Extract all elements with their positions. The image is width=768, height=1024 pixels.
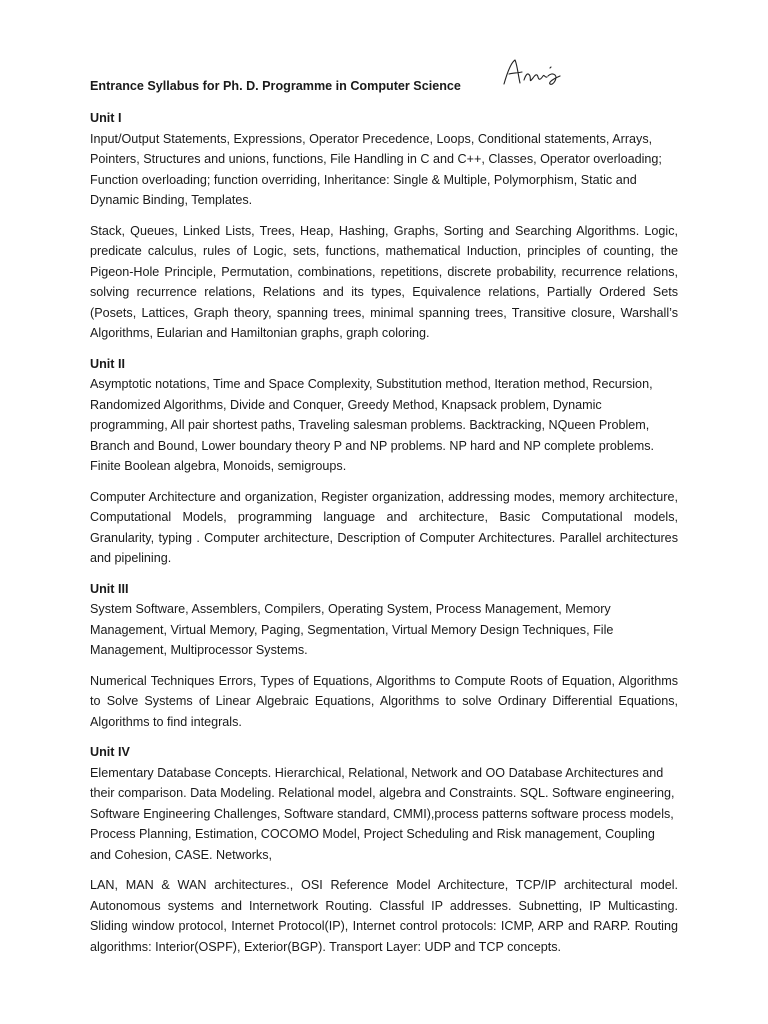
handwritten-signature xyxy=(498,54,570,90)
title-row xyxy=(90,74,678,98)
unit-heading: Unit I xyxy=(90,111,122,125)
unit-paragraph: Stack, Queues, Linked Lists, Trees, Heap, Hashing, Graphs, Sorting and Searching Algorithms. Logic, predicate calculus, rules of Logic, sets, functions, mathematical Induction, principles of counting, the Pigeon-Hole Principle, Permutation, combinations, repetitions, discrete probability, recurrence relations, solving recurrence relations, Relations and its types, Equivalence relations, Partially Ordered Sets (Posets, Lattices, Graph theory, spanning trees, minimal spanning trees, Transitive closure, Warshall’s Algorithms, Eularian and Hamiltonian graphs, graph coloring. xyxy=(90,223,678,340)
unit-paragraph: System Software, Assemblers, Compilers, Operating System, Process Management, Memory Management, Virtual Memory, Paging, Segmentation, Virtual Memory Design Techniques, File Management, Multiprocessor Systems. xyxy=(90,602,614,657)
unit-3 xyxy=(90,579,678,733)
unit-paragraph: Computer Architecture and organization, Register organization, addressing modes, memory architecture, Computational Models, programming language and architecture, Basic Computational models, Granularity, typing . Computer architecture, Description of Computer Architectures. Parallel architectures and pipelining. xyxy=(90,489,678,565)
document-page xyxy=(90,74,678,967)
unit-paragraph: Elementary Database Concepts. Hierarchical, Relational, Network and OO Database Architectures and their comparison. Data Modeling. Relational model, algebra and Constraints. SQL. Software engineering, Software Engineering Challenges, Software standard, CMMI),process patterns software process models, Process Planning, Estimation, COCOMO Model, Project Scheduling and Risk management, Coupling and Cohesion, CASE. Networks, xyxy=(90,765,675,862)
unit-paragraph: Input/Output Statements, Expressions, Operator Precedence, Loops, Conditional statements, Arrays, Pointers, Structures and unions, functions, File Handling in C and C++, Classes, Operator overloading; Function overloading; function overriding, Inheritance: Single & Multiple, Polymorphism, Static and Dynamic Binding, Templates. xyxy=(90,131,662,207)
unit-2 xyxy=(90,354,678,569)
unit-1 xyxy=(90,108,678,344)
unit-heading: Unit IV xyxy=(90,745,130,759)
unit-4 xyxy=(90,742,678,957)
unit-heading: Unit II xyxy=(90,356,125,371)
unit-paragraph: Numerical Techniques Errors, Types of Equations, Algorithms to Compute Roots of Equation, Algorithms to Solve Systems of Linear Algebraic Equations, Algorithms to solve Ordinary Differential Equations, Algorithms to find integrals. xyxy=(90,673,678,729)
unit-paragraph: Asymptotic notations, Time and Space Complexity, Substitution method, Iteration method, Recursion, Randomized Algorithms, Divide and Conquer, Greedy Method, Knapsack problem, Dynamic programming, All pair shortest paths, Traveling salesman problems. Backtracking, NQueen Problem, Branch and Bound, Lower boundary theory P and NP problems. NP hard and NP complete problems. Finite Boolean algebra, Monoids, semigroups. xyxy=(90,377,655,473)
unit-heading: Unit III xyxy=(90,581,129,596)
document-title: Entrance Syllabus for Ph. D. Programme in Computer Science xyxy=(90,79,461,93)
unit-paragraph: LAN, MAN & WAN architectures., OSI Reference Model Architecture, TCP/IP architectural model. Autonomous systems and Internetwork Routing. Classful IP addresses. Subnetting, IP Multicasting. Sliding window protocol, Internet Protocol(IP), Internet control protocols: ICMP, ARP and RARP. Routing algorithms: Interior(OSPF), Exterior(BGP). Transport Layer: UDP and TCP concepts. xyxy=(90,878,678,954)
